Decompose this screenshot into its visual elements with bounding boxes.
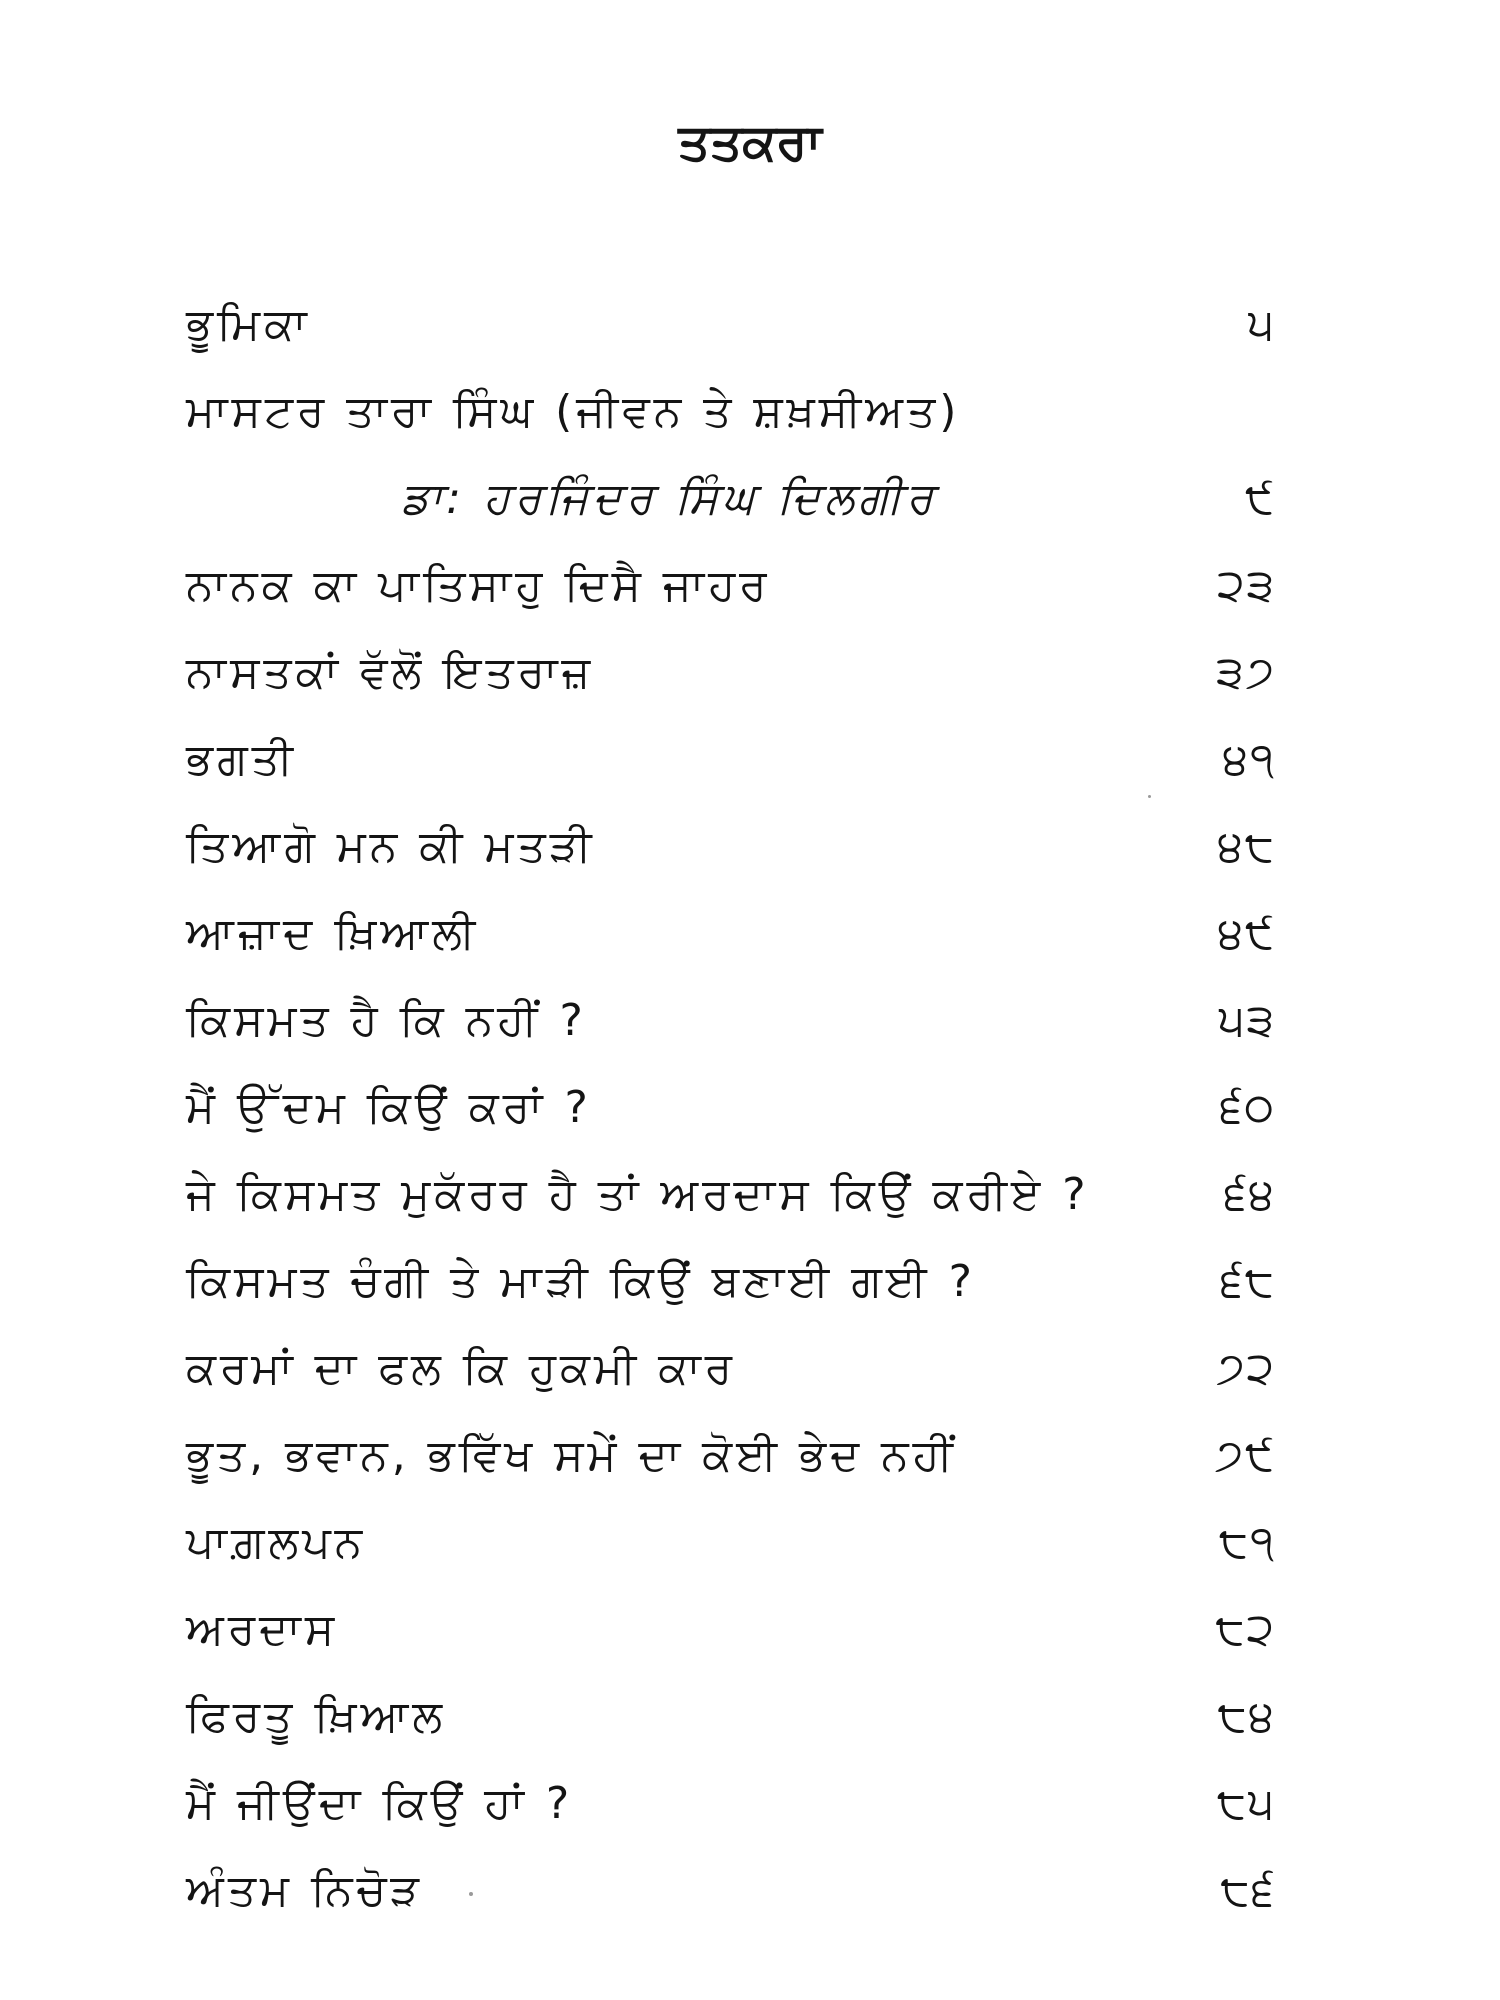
toc-entry-title: ਭਗਤੀ	[186, 734, 297, 785]
toc-entry	[186, 551, 1286, 621]
toc-entry-title: ਕਰਮਾਂ ਦਾ ਫਲ ਕਿ ਹੁਕਮੀ ਕਾਰ	[186, 1343, 737, 1394]
toc-entry-page: ੮੫	[1217, 1778, 1276, 1829]
toc-entry-page: ੨੩	[1217, 560, 1276, 611]
toc-entry	[186, 1334, 1286, 1404]
toc-entry	[186, 1508, 1286, 1578]
toc-entry-page: ੮੨	[1215, 1604, 1276, 1655]
toc-entry-title: ਨਾਨਕ ਕਾ ਪਾਤਿਸਾਹੁ ਦਿਸੈ ਜਾਹਰ	[186, 560, 771, 611]
toc-entry	[186, 1856, 1286, 1926]
toc-entry-title: ਅੰਤਮ ਨਿਚੋੜ	[186, 1865, 423, 1916]
page-title: ਤਤਕਰਾ	[678, 113, 822, 171]
toc-entry	[186, 1247, 1286, 1317]
toc-entry-page: ੪੮	[1217, 821, 1276, 872]
toc-entry-title: ਮੈਂ ਉੱਦਮ ਕਿਉਂ ਕਰਾਂ ?	[186, 1082, 592, 1133]
toc-entry-page: ੩੭	[1216, 647, 1276, 698]
toc-entry-title: ਮਾਸਟਰ ਤਾਰਾ ਸਿੰਘ (ਜੀਵਨ ਤੇ ਸ਼ਖ਼ਸੀਅਤ)	[186, 386, 961, 437]
toc-entry-title: ਨਾਸਤਕਾਂ ਵੱਲੋਂ ਇਤਰਾਜ਼	[186, 647, 595, 698]
toc-entry	[186, 290, 1286, 360]
toc-entry-author	[186, 464, 1286, 534]
toc-entry-title: ਅਰਦਾਸ	[186, 1604, 339, 1655]
toc-entry	[186, 377, 1286, 447]
paper-speck	[469, 1892, 473, 1896]
toc-entry	[186, 986, 1286, 1056]
toc-entry-title: ਭੂਤ, ਭਵਾਨ, ਭਵਿੱਖ ਸਮੇਂ ਦਾ ਕੋਈ ਭੇਦ ਨਹੀਂ	[186, 1430, 957, 1481]
toc-entry-title: ਪਾਗ਼ਲਪਨ	[186, 1517, 367, 1568]
toc-entry-title: ਤਿਆਗੋ ਮਨ ਕੀ ਮਤੜੀ	[186, 821, 596, 872]
toc-entry-author-name: ਡਾ: ਹਰਜਿੰਦਰ ਸਿੰਘ ਦਿਲਗੀਰ	[401, 473, 937, 524]
toc-entry	[186, 1682, 1286, 1752]
toc-entry-title: ਆਜ਼ਾਦ ਖ਼ਿਆਲੀ	[186, 908, 480, 959]
toc-entry	[186, 1595, 1286, 1665]
toc-entry	[186, 812, 1286, 882]
toc-entry	[186, 1769, 1286, 1839]
toc-entry-page: ੬੮	[1220, 1256, 1276, 1307]
toc-entry-page: ੭੨	[1216, 1343, 1276, 1394]
toc-entry-page: ੪੯	[1217, 908, 1276, 959]
toc-entry-page: ੪੧	[1222, 734, 1276, 785]
toc-entry-title: ਕਿਸਮਤ ਚੰਗੀ ਤੇ ਮਾੜੀ ਕਿਉਂ ਬਣਾਈ ਗਈ ?	[186, 1256, 977, 1307]
toc-entry	[186, 1073, 1286, 1143]
toc-entry	[186, 638, 1286, 708]
toc-entry-title: ਫਿਰਤੂ ਖ਼ਿਆਲ	[186, 1691, 447, 1742]
toc-entry-page: ੬੪	[1224, 1169, 1276, 1220]
toc-entry	[186, 1160, 1286, 1230]
toc-entry-title: ਮੈਂ ਜੀਉਂਦਾ ਕਿਉਂ ਹਾਂ ?	[186, 1778, 574, 1829]
toc-entry-page: ੬੦	[1220, 1082, 1276, 1133]
toc-entry-page: ੫੩	[1218, 995, 1276, 1046]
toc-entry-page: ੯	[1245, 473, 1276, 524]
toc-entry-page: ੮੬	[1220, 1865, 1276, 1916]
toc-entry	[186, 1421, 1286, 1491]
toc-entry-page: ੫	[1248, 299, 1276, 350]
toc-entry	[186, 725, 1286, 795]
toc-entry	[186, 899, 1286, 969]
toc-entry-page: ੭੯	[1214, 1430, 1276, 1481]
paper-speck	[1148, 795, 1151, 798]
toc-entry-page: ੮੧	[1219, 1517, 1276, 1568]
toc-entry-title: ਕਿਸਮਤ ਹੈ ਕਿ ਨਹੀਂ ?	[186, 995, 587, 1046]
toc-entry-title: ਭੂਮਿਕਾ	[186, 299, 311, 350]
toc-entry-title: ਜੇ ਕਿਸਮਤ ਮੁਕੱਰਰ ਹੈ ਤਾਂ ਅਰਦਾਸ ਕਿਉਂ ਕਰੀਏ ?	[186, 1169, 1090, 1220]
toc-entry-page: ੮੪	[1217, 1691, 1276, 1742]
